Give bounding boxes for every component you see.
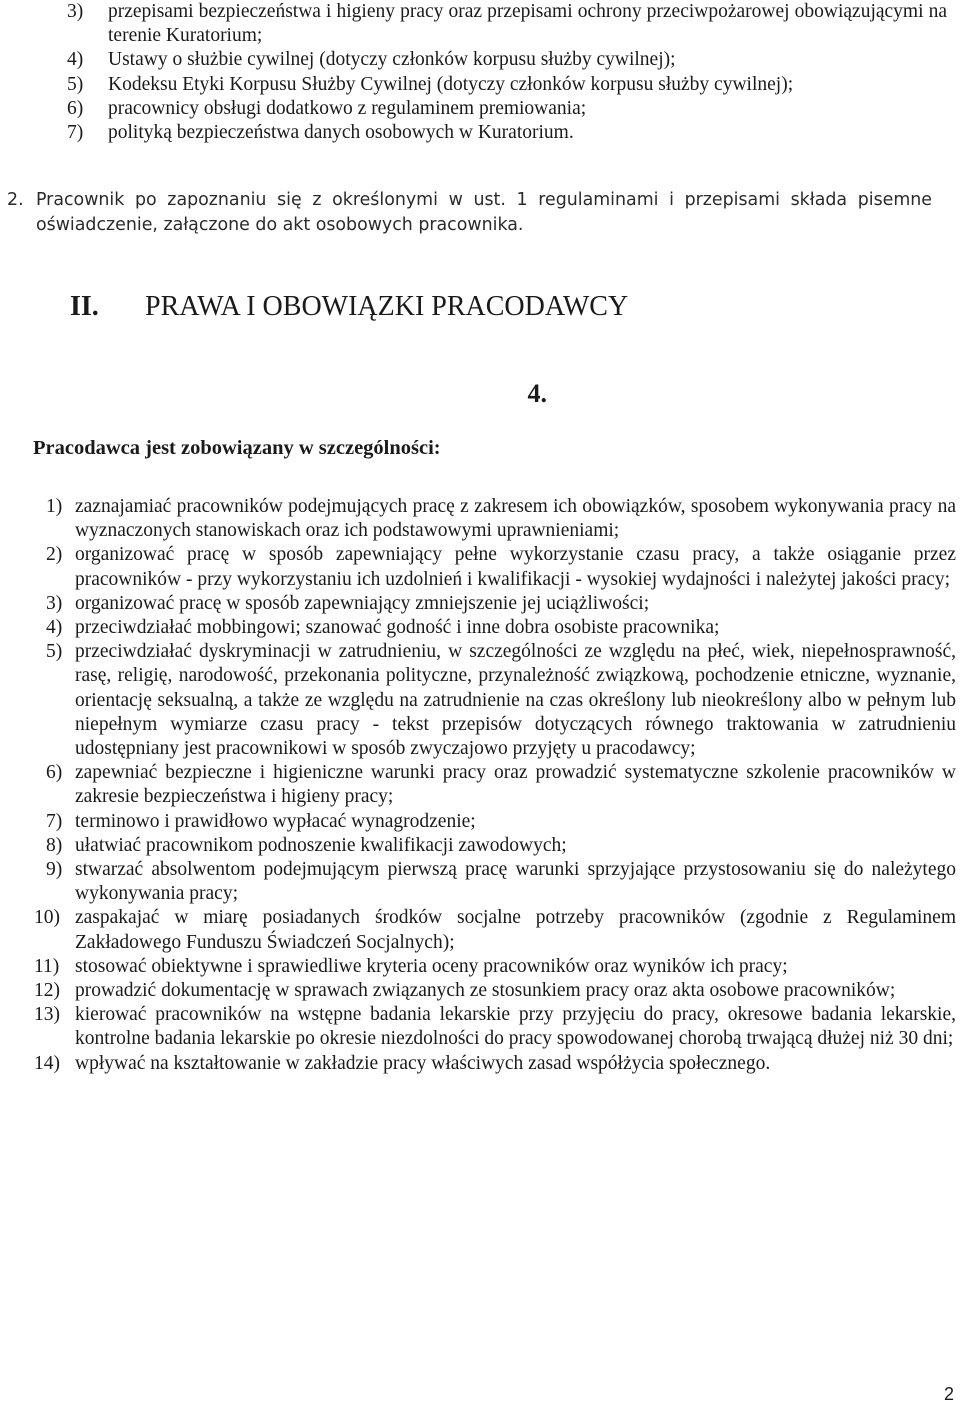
list-item: [46, 543, 956, 591]
item-text: organizować pracę w sposób zapewniający zmniejszenie jej uciążliwości;: [75, 592, 650, 614]
item-number: 4): [46, 617, 63, 639]
paragraph-2: [7, 188, 932, 238]
item-number: 6): [67, 97, 84, 119]
item-number: 3): [46, 592, 63, 614]
list-item: [46, 834, 956, 858]
item-text: wpływać na kształtowanie w zakładzie pracy właściwych zasad współżycia społecznego.: [75, 1052, 771, 1074]
item-text: zaspakajać w miarę posiadanych środków socjalne potrzeby pracowników (zgodnie z Regulaminem Zakładowego Funduszu Świadczeń Socjalnych);: [75, 907, 956, 953]
list-item: [46, 761, 956, 809]
item-number: 4): [67, 49, 84, 71]
item-text: stosować obiektywne i sprawiedliwe kryteria oceny pracowników oraz wyników ich pracy;: [75, 955, 788, 977]
list-item: [34, 955, 956, 979]
regulations-list: [67, 0, 947, 145]
item-text: przeciwdziałać mobbingowi; szanować godność i inne dobra osobiste pracownika;: [75, 617, 720, 639]
item-text: terminowo i prawidłowo wypłacać wynagrodzenie;: [75, 810, 476, 832]
duties-lead: Pracodawca jest zobowiązany w szczególności:: [33, 437, 441, 459]
list-item: [67, 48, 947, 72]
item-text: stwarzać absolwentom podejmującym pierwszą pracę warunki sprzyjające przystosowaniu się do należytego wykonywania pracy;: [75, 859, 956, 905]
list-item: [34, 1003, 956, 1051]
item-text: prowadzić dokumentację w sprawach związanych ze stosunkiem pracy oraz akta osobowe pracowników;: [75, 980, 896, 1002]
item-number: 13): [34, 1004, 60, 1026]
paragraph-2-text: Pracownik po zapoznaniu się z określonymi w ust. 1 regulaminami i przepisami składa pisemne oświadczenie, załączone do akt osobowych pracownika.: [36, 190, 932, 235]
item-number: 2): [46, 544, 63, 566]
item-number: 9): [46, 859, 63, 881]
item-text: zaznajamiać pracowników podejmujących pracę z zakresem ich obowiązków, sposobem wykonywania pracy na wyznaczonych stanowiskach oraz ich podstawowymi uprawnieniami;: [75, 496, 956, 542]
item-text: zapewniać bezpieczne i higieniczne warunki pracy oraz prowadzić systematyczne szkolenie pracowników w zakresie bezpieczeństwa i higieny pracy;: [75, 762, 956, 808]
item-text: przeciwdziałać dyskryminacji w zatrudnieniu, w szczególności ze względu na płeć, wiek, niepełnosprawność, rasę, religię, narodowość, przekonania polityczne, przynależność związkową, pochodzenie etniczne, wyznanie, orientację seksualną, a także ze względu na zatrudnienie na czas określony lub nieokreślony albo w pełnym lub niepełnym wymiarze czasu pracy - tekst przepisów dotyczących równego traktowania w zatrudnieniu udostępniany jest pracownikowi w sposób zwyczajowo przyjęty u pracodawcy;: [75, 641, 956, 760]
item-number: 3): [67, 1, 84, 22]
item-number: 12): [34, 980, 60, 1002]
list-item: [46, 640, 956, 761]
item-text: pracownicy obsługi dodatkowo z regulaminem premiowania;: [108, 97, 587, 119]
list-item: [67, 73, 947, 97]
paragraph-2-number: 2.: [7, 190, 24, 210]
list-item: [34, 1052, 956, 1076]
section-heading: PRAWA I OBOWIĄZKI PRACODAWCY: [145, 291, 629, 322]
item-number: 7): [67, 122, 84, 144]
list-item: [67, 0, 947, 48]
list-item: [46, 616, 956, 640]
item-text: organizować pracę w sposób zapewniający pełne wykorzystanie czasu pracy, a także osiąganie przez pracowników - przy wykorzystaniu ich uzdolnień i kwalifikacji - wysokiej wydajności i należytej jakości pracy;: [75, 544, 956, 590]
list-item: [34, 906, 956, 954]
item-number: 10): [34, 907, 60, 929]
item-text: ułatwiać pracownikom podnoszenie kwalifikacji zawodowych;: [75, 834, 567, 856]
item-number: 5): [46, 641, 63, 663]
list-item: [67, 97, 947, 121]
item-number: 1): [46, 496, 63, 517]
section-title: [70, 291, 628, 323]
item-number: 14): [34, 1052, 60, 1074]
paragraph-mark: [491, 379, 547, 409]
item-text: kierować pracowników na wstępne badania lekarskie przy przyjęciu do pracy, okresowe badania lekarskie, kontrolne badania lekarskie po okresie niezdolności do pracy spowodowanej chorobą trwającą dłużej niż 30 dni;: [75, 1004, 956, 1050]
list-item: [34, 979, 956, 1003]
item-text: Ustawy o służbie cywilnej (dotyczy członków korpusu służby cywilnej);: [108, 49, 676, 71]
item-text: Kodeksu Etyki Korpusu Służby Cywilnej (dotyczy członków korpusu służby cywilnej);: [108, 73, 794, 95]
employer-duties-list: [34, 495, 956, 1076]
list-item: [46, 495, 956, 543]
section-roman-numeral: II.: [70, 291, 99, 322]
item-number: 6): [46, 762, 63, 784]
item-number: 8): [46, 834, 63, 856]
list-item: [46, 592, 956, 616]
paragraph-mark-number: 4.: [527, 379, 547, 408]
list-item: [46, 858, 956, 906]
item-number: 7): [46, 810, 63, 832]
item-text: przepisami bezpieczeństwa i higieny pracy oraz przepisami ochrony przeciwpożarowej obowiązującymi na terenie Kuratorium;: [108, 1, 947, 47]
list-item: [46, 810, 956, 834]
item-text: polityką bezpieczeństwa danych osobowych w Kuratorium.: [108, 122, 574, 144]
item-number: 5): [67, 73, 84, 95]
list-item: [67, 121, 947, 145]
page-number: 2: [943, 1384, 954, 1404]
item-number: 11): [34, 955, 60, 977]
